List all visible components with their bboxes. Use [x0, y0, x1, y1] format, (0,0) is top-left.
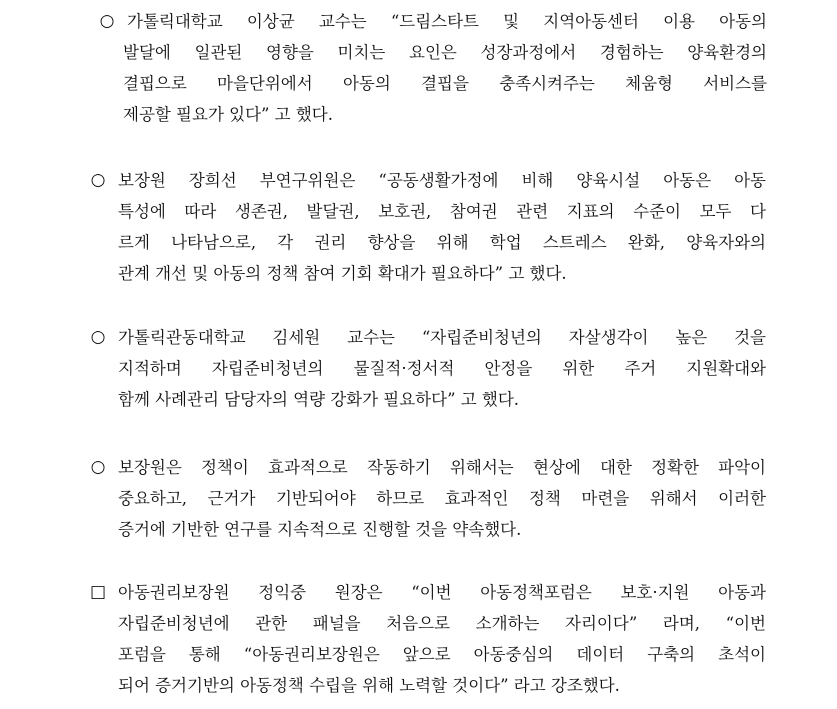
paragraph-line: 자립준비청년에 관한 패널을 처음으로 소개하는 자리이다” 라며, “이번	[118, 614, 766, 633]
paragraph-line: 포럼을 통해 “아동권리보장원은 앞으로 아동중심의 데이터 구축의 초석이	[118, 645, 766, 664]
paragraph-line: 결핍으로 마을단위에서 아동의 결핍을 충족시켜주는 체움형 서비스를	[123, 74, 767, 93]
paragraph-agency-research	[86, 452, 766, 545]
paragraph-jang-heeseon	[86, 165, 766, 289]
circle-bullet-icon: ○	[90, 170, 106, 190]
paragraph-line: 제공할 필요가 있다” 고 했다.	[123, 105, 333, 124]
paragraph-director-jeong	[86, 577, 766, 701]
paragraph-line: 지적하며 자립준비청년의 물질적·정서적 안정을 위한 주거 지원확대와	[118, 359, 766, 378]
paragraph-line: 가톨릭대학교 이상균 교수는 “드림스타트 및 지역아동센터 이용 아동의	[127, 12, 767, 31]
paragraph-line: 발달에 일관된 영향을 미치는 요인은 성장과정에서 경험하는 양육환경의	[123, 43, 767, 62]
paragraph-line: 가톨릭관동대학교 김세원 교수는 “자립준비청년의 자살생각이 높은 것을	[118, 328, 766, 347]
paragraph-line: 보장원은 정책이 효과적으로 작동하기 위해서는 현상에 대한 정확한 파악이	[118, 458, 766, 477]
paragraph-kim-sewon	[86, 322, 766, 415]
circle-bullet-icon: ○	[90, 327, 106, 347]
paragraph-line: 증거에 기반한 연구를 지속적으로 진행할 것을 약속했다.	[118, 520, 522, 539]
paragraph-line: 되어 증거기반의 아동정책 수립을 위해 노력할 것이다” 라고 강조했다.	[118, 676, 620, 695]
paragraph-line: 보장원 장희선 부연구위원은 “공동생활가정에 비해 양육시설 아동은 아동	[118, 171, 766, 190]
paragraph-line: 관계 개선 및 아동의 정책 참여 기회 확대가 필요하다” 고 했다.	[118, 264, 567, 283]
paragraph-line: 르게 나타남으로, 각 권리 향상을 위해 학업 스트레스 완화, 양육자와의	[118, 233, 766, 252]
paragraph-line: 중요하고, 근거가 기반되어야 하므로 효과적인 정책 마련을 위해서 이러한	[118, 489, 766, 508]
square-bullet-icon: □	[89, 582, 107, 602]
circle-bullet-icon: ○	[99, 11, 115, 31]
paragraph-lee-sanggyun	[95, 6, 767, 130]
paragraph-line: 특성에 따라 생존권, 발달권, 보호권, 참여권 관련 지표의 수준이 모두 다	[118, 202, 766, 221]
circle-bullet-icon: ○	[90, 457, 106, 477]
paragraph-line: 함께 사례관리 담당자의 역량 강화가 필요하다” 고 했다.	[118, 390, 520, 409]
paragraph-line: 아동권리보장원 정익중 원장은 “이번 아동정책포럼은 보호·지원 아동과	[118, 583, 766, 602]
